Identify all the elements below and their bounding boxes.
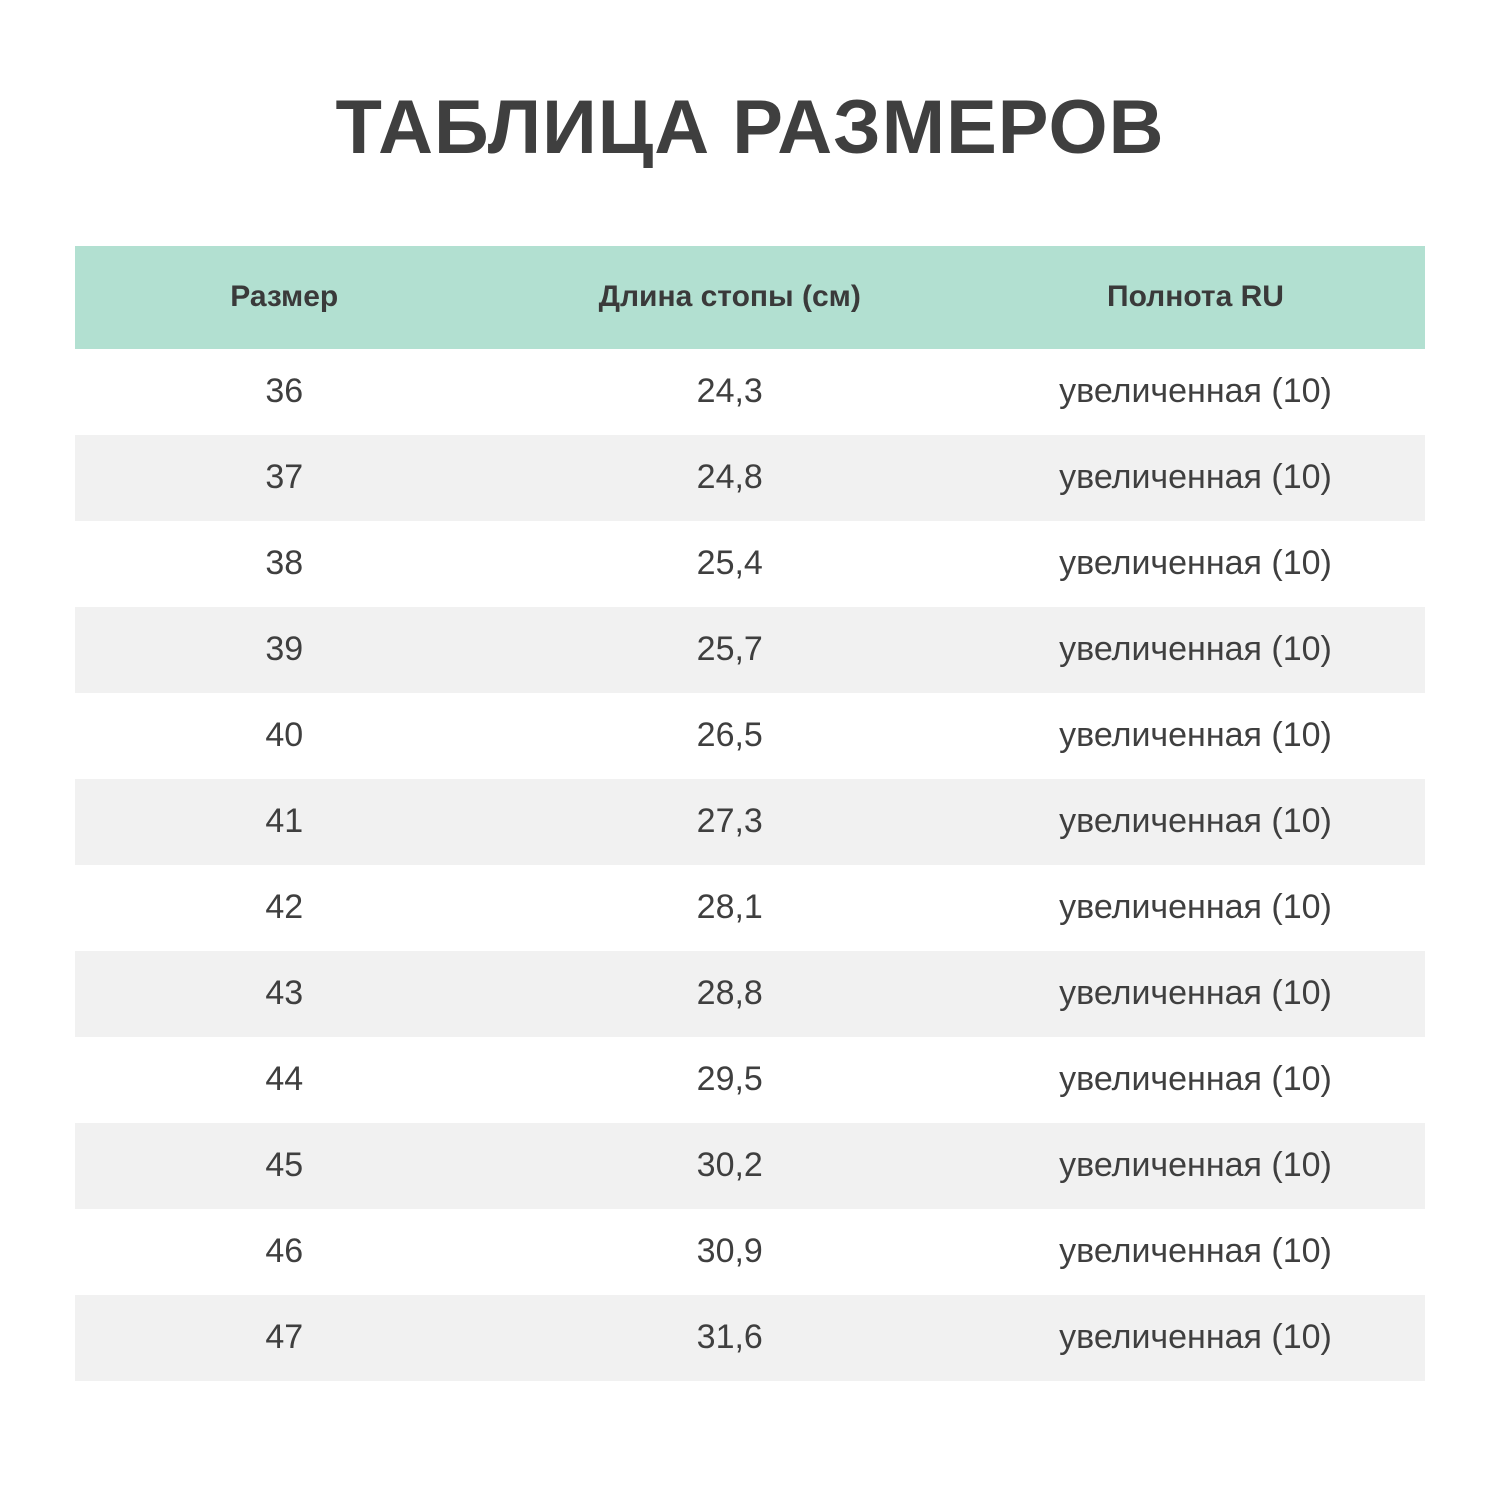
cell-width-ru: увеличенная (10) bbox=[966, 1123, 1425, 1209]
cell-size: 46 bbox=[75, 1209, 494, 1295]
table-row bbox=[75, 349, 1425, 435]
cell-foot-length: 30,9 bbox=[494, 1209, 967, 1295]
cell-width-ru: увеличенная (10) bbox=[966, 1209, 1425, 1295]
table-row bbox=[75, 865, 1425, 951]
cell-width-ru: увеличенная (10) bbox=[966, 1295, 1425, 1381]
cell-size: 41 bbox=[75, 779, 494, 865]
table-row bbox=[75, 693, 1425, 779]
cell-width-ru: увеличенная (10) bbox=[966, 435, 1425, 521]
cell-foot-length: 27,3 bbox=[494, 779, 967, 865]
cell-size: 42 bbox=[75, 865, 494, 951]
table-row bbox=[75, 1209, 1425, 1295]
cell-width-ru: увеличенная (10) bbox=[966, 779, 1425, 865]
column-header-width-ru: Полнота RU bbox=[966, 246, 1425, 349]
cell-size: 47 bbox=[75, 1295, 494, 1381]
page-title: ТАБЛИЦА РАЗМЕРОВ bbox=[335, 85, 1165, 170]
cell-width-ru: увеличенная (10) bbox=[966, 865, 1425, 951]
size-table bbox=[75, 246, 1425, 1381]
cell-foot-length: 31,6 bbox=[494, 1295, 967, 1381]
cell-size: 45 bbox=[75, 1123, 494, 1209]
table-row bbox=[75, 1123, 1425, 1209]
size-table-container bbox=[75, 246, 1425, 1381]
cell-width-ru: увеличенная (10) bbox=[966, 693, 1425, 779]
cell-foot-length: 26,5 bbox=[494, 693, 967, 779]
table-row bbox=[75, 1037, 1425, 1123]
cell-size: 38 bbox=[75, 521, 494, 607]
cell-size: 37 bbox=[75, 435, 494, 521]
cell-foot-length: 30,2 bbox=[494, 1123, 967, 1209]
table-row bbox=[75, 951, 1425, 1037]
cell-foot-length: 24,8 bbox=[494, 435, 967, 521]
cell-width-ru: увеличенная (10) bbox=[966, 521, 1425, 607]
cell-width-ru: увеличенная (10) bbox=[966, 349, 1425, 435]
cell-foot-length: 28,8 bbox=[494, 951, 967, 1037]
table-row bbox=[75, 607, 1425, 693]
cell-width-ru: увеличенная (10) bbox=[966, 1037, 1425, 1123]
cell-foot-length: 25,7 bbox=[494, 607, 967, 693]
table-row bbox=[75, 435, 1425, 521]
table-body bbox=[75, 349, 1425, 1381]
table-row bbox=[75, 779, 1425, 865]
table-row bbox=[75, 521, 1425, 607]
cell-size: 36 bbox=[75, 349, 494, 435]
table-row bbox=[75, 1295, 1425, 1381]
column-header-foot-length: Длина стопы (см) bbox=[494, 246, 967, 349]
cell-foot-length: 29,5 bbox=[494, 1037, 967, 1123]
cell-foot-length: 25,4 bbox=[494, 521, 967, 607]
cell-size: 40 bbox=[75, 693, 494, 779]
cell-width-ru: увеличенная (10) bbox=[966, 607, 1425, 693]
cell-foot-length: 28,1 bbox=[494, 865, 967, 951]
cell-width-ru: увеличенная (10) bbox=[966, 951, 1425, 1037]
table-header-row bbox=[75, 246, 1425, 349]
column-header-size: Размер bbox=[75, 246, 494, 349]
cell-size: 39 bbox=[75, 607, 494, 693]
cell-size: 43 bbox=[75, 951, 494, 1037]
cell-size: 44 bbox=[75, 1037, 494, 1123]
table-header bbox=[75, 246, 1425, 349]
cell-foot-length: 24,3 bbox=[494, 349, 967, 435]
